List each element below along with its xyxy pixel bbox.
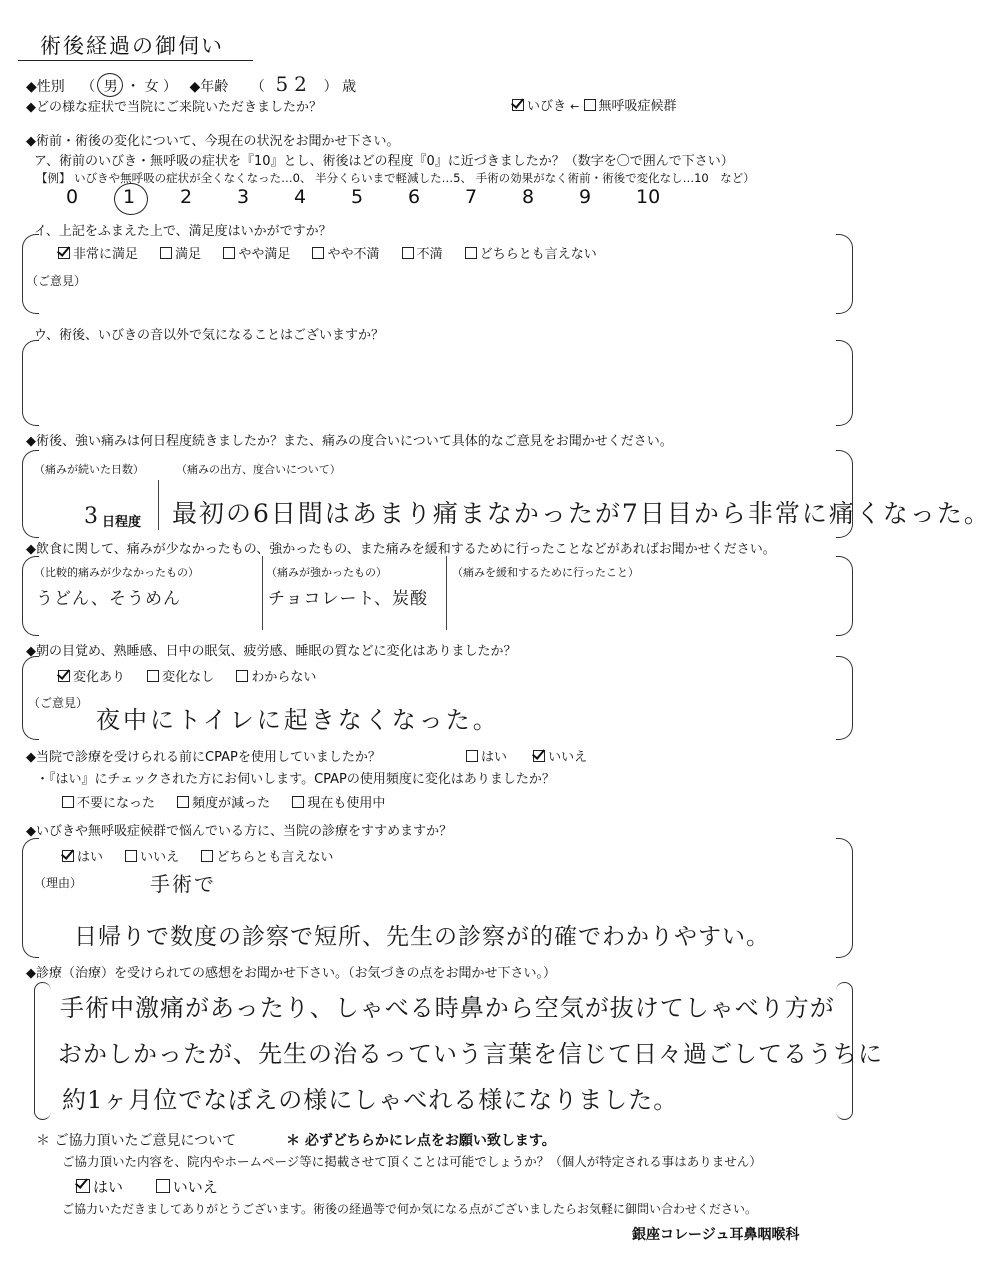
- checkbox-icon: [312, 247, 324, 259]
- checkbox-icon: [465, 247, 477, 259]
- cpap-question: ◆当院で診療を受けられる前にCPAPを使用していましたか？: [26, 750, 381, 765]
- pain-detail-answer[interactable]: 最初の6日間はあまり痛まなかったが7日目から非常に痛くなった。: [172, 499, 991, 528]
- cpap-options: [466, 746, 587, 765]
- food-more-answer[interactable]: チョコレート、炭酸: [268, 589, 428, 609]
- cpap-follow-option-1[interactable]: 不要になった: [62, 796, 155, 811]
- scale-row: [66, 186, 693, 208]
- satisfaction-bracket-right: [836, 234, 853, 314]
- checkbox-icon: [177, 796, 189, 808]
- satisfaction-option-4[interactable]: やや不満: [312, 247, 379, 262]
- checkbox-icon: [160, 247, 172, 259]
- sleep-opinion-label: （ご意見）: [28, 696, 89, 710]
- recommend-bracket-left: [22, 838, 39, 958]
- sleep-options: [58, 666, 334, 685]
- food-relief-label: （痛みを緩和するために行ったこと）: [452, 566, 639, 579]
- checkbox-icon: [58, 670, 70, 682]
- clinic-name: 銀座コレージュ耳鼻咽喉科: [632, 1227, 800, 1243]
- permission-no-option[interactable]: いいえ: [156, 1178, 218, 1196]
- age-label: ◆年齢: [189, 79, 229, 95]
- food-more-label: （痛みが強かったもの）: [266, 566, 387, 579]
- pain-days-label: （痛みが続いた日数）: [34, 463, 144, 476]
- pain-days-unit: 日程度: [102, 515, 142, 530]
- scale-8[interactable]: 8: [522, 186, 535, 208]
- cpap-yes-option[interactable]: はい: [466, 750, 507, 765]
- cpap-follow-options: [62, 792, 403, 811]
- satisfaction-opinion-label: （ご意見）: [26, 274, 87, 288]
- food-bracket-right: [836, 556, 853, 636]
- food-less-answer[interactable]: うどん、そうめん: [36, 589, 182, 609]
- symptom-question: ◆どの様な症状で当院にご来院いただきましたか？: [26, 100, 322, 115]
- checkbox-icon: [533, 750, 545, 762]
- permission-options: [76, 1176, 218, 1197]
- scale-7[interactable]: 7: [465, 186, 478, 208]
- satisfaction-option-1[interactable]: 非常に満足: [58, 247, 138, 262]
- change-question: ◆術前・術後の変化について、今現在の状況をお聞かせ下さい。: [26, 134, 400, 149]
- checkbox-icon: [292, 796, 304, 808]
- age-value[interactable]: 52: [275, 72, 313, 96]
- pain-days-value[interactable]: 3: [84, 504, 104, 529]
- other-bracket-left: [22, 340, 39, 426]
- checkbox-icon: [125, 850, 137, 862]
- checkbox-icon: [156, 1179, 170, 1193]
- pain-question: ◆術後、強い痛みは何日程度続きましたか？また、痛みの度合いについて具体的なご意見をお聞かせください。: [26, 434, 673, 449]
- checkbox-icon: [402, 247, 414, 259]
- scale-10[interactable]: 10: [636, 186, 661, 208]
- scale-1[interactable]: 1: [123, 186, 136, 208]
- age-unit: 歳: [342, 79, 357, 95]
- symptom-apnea-option[interactable]: 無呼吸症候群: [584, 99, 677, 114]
- cpap-no-option[interactable]: いいえ: [533, 750, 587, 765]
- selected-scale-circle: [114, 183, 148, 215]
- gender-label: ◆性別: [26, 79, 65, 95]
- gender-male-option[interactable]: 男: [100, 76, 122, 96]
- permission-question: ご協力頂いた内容を、院内やホームページ等に掲載させて頂くことは可能でしょうか？（個人が特定される事はありません）: [62, 1154, 762, 1169]
- checkbox-icon: [58, 247, 70, 259]
- permission-yes-option[interactable]: はい: [76, 1178, 123, 1196]
- scale-4[interactable]: 4: [294, 186, 307, 208]
- food-question: ◆飲食に関して、痛みが少なかったもの、強かったもの、また痛みを緩和するために行ったことなどがあればお聞かせください。: [26, 542, 776, 557]
- page-title: 術後経過の御伺い: [40, 34, 224, 58]
- satisfaction-option-5[interactable]: 不満: [402, 247, 443, 262]
- recommend-option-yes[interactable]: はい: [62, 850, 103, 865]
- sleep-option-unknown[interactable]: わからない: [236, 670, 316, 685]
- pain-divider: [158, 480, 159, 530]
- checkbox-icon: [584, 99, 596, 111]
- scale-9[interactable]: 9: [579, 186, 592, 208]
- sleep-answer[interactable]: 夜中にトイレに起きなくなった。: [96, 706, 500, 734]
- cpap-follow-option-3[interactable]: 現在も使用中: [292, 796, 385, 811]
- gender-female-option[interactable]: 女: [144, 79, 159, 95]
- satisfaction-option-3[interactable]: やや満足: [223, 247, 290, 262]
- recommend-options: [62, 846, 351, 865]
- food-divider-2: [446, 556, 447, 630]
- satisfaction-option-6[interactable]: どちらとも言えない: [465, 247, 597, 262]
- other-bracket-right: [836, 340, 853, 426]
- cpap-follow-question: ・『はい』にチェックされた方にお伺いします。CPAPの使用頻度に変化はありましたか？: [36, 772, 555, 787]
- recommend-question: ◆いびきや無呼吸症候群で悩んでいる方に、当院の診療をすすめますか？: [26, 824, 453, 839]
- sleep-question: ◆朝の目覚め、熟睡感、日中の眠気、疲労感、睡眠の質などに変化はありましたか？: [26, 644, 517, 659]
- scale-2[interactable]: 2: [180, 186, 193, 208]
- impression-question: ◆診療（治療）を受けられての感想をお聞かせ下さい。（お気づきの点をお聞かせ下さい。）: [26, 966, 556, 981]
- recommend-option-neither[interactable]: どちらとも言えない: [201, 850, 333, 865]
- recommend-reason-label: （理由）: [34, 876, 83, 890]
- checkbox-icon: [236, 670, 248, 682]
- footer-note-a: ＊ ご協力頂いたご意見について: [36, 1133, 237, 1149]
- impression-line-3[interactable]: 約1ヶ月位でなぼえの様にしゃべれる様になりました。: [62, 1086, 679, 1114]
- satisfaction-option-2[interactable]: 満足: [160, 247, 201, 262]
- checkbox-icon: [512, 99, 524, 111]
- satisfaction-question: イ、上記をふまえた上で、満足度はいかがですか？: [34, 224, 332, 239]
- food-less-label: （比較的痛みが少なかったもの）: [34, 566, 199, 579]
- satisfaction-options: [58, 243, 615, 262]
- impression-bracket-left: [34, 982, 51, 1120]
- scale-3[interactable]: 3: [237, 186, 250, 208]
- sleep-option-changed[interactable]: 変化あり: [58, 670, 125, 685]
- checkbox-icon: [201, 850, 213, 862]
- scale-6[interactable]: 6: [408, 186, 421, 208]
- checkbox-icon: [62, 796, 74, 808]
- symptom-snoring-option[interactable]: いびき: [512, 99, 566, 114]
- profile-row: ◆性別 （ 男 ・ 女 ） ◆年齢 （ 52 ） 歳: [26, 72, 357, 96]
- cpap-follow-option-2[interactable]: 頻度が減った: [177, 796, 270, 811]
- recommend-answer[interactable]: 日帰りで数度の診察で短所、先生の診察が的確でわかりやすい。: [74, 924, 770, 950]
- pain-detail-label: （痛みの出方、度合いについて）: [176, 463, 341, 476]
- symptom-options: いびき ← 無呼吸症候群: [512, 95, 677, 114]
- selected-circle: [97, 73, 123, 97]
- recommend-option-no[interactable]: いいえ: [125, 850, 179, 865]
- checkbox-icon: [76, 1179, 90, 1193]
- checkbox-icon: [147, 670, 159, 682]
- change-example: 【例】 いびきや無呼吸の症状が全くなくなった…0、 半分くらいまで軽減した…5、 手術の効果がなく術前・術後で変化なし…10 など）: [36, 171, 755, 185]
- footer-note-b: ＊ 必ずどちらかにレ点をお願い致します。: [286, 1133, 556, 1149]
- sleep-option-unchanged[interactable]: 変化なし: [147, 670, 214, 685]
- sleep-bracket-right: [836, 656, 853, 740]
- change-sub-a: ア、術前のいびき・無呼吸の症状を『10』とし、術後はどの程度『0』に近づきましたか？（数字を〇で囲んで下さい）: [34, 154, 734, 169]
- food-divider-1: [262, 556, 263, 630]
- other-question: ウ、術後、いびきの音以外で気になることはございますか？: [34, 328, 384, 343]
- title-underline: [18, 60, 253, 61]
- checkbox-icon: [62, 850, 74, 862]
- footer-thanks: ご協力いただきましてありがとうございます。術後の経過等で何か気になる点がございましたらお気軽に御問い合わせください。: [62, 1202, 758, 1216]
- scale-0[interactable]: 0: [66, 186, 79, 208]
- impression-line-2[interactable]: おかしかったが、先生の治るっていう言葉を信じて日々過ごしてるうちに: [58, 1040, 883, 1068]
- recommend-insert-note[interactable]: 手術で: [150, 872, 216, 896]
- checkbox-icon: [466, 750, 478, 762]
- recommend-bracket-right: [836, 838, 853, 958]
- impression-line-1[interactable]: 手術中激痛があったり、しゃべる時鼻から空気が抜けてしゃべり方が: [60, 994, 835, 1022]
- scale-5[interactable]: 5: [351, 186, 364, 208]
- checkbox-icon: [223, 247, 235, 259]
